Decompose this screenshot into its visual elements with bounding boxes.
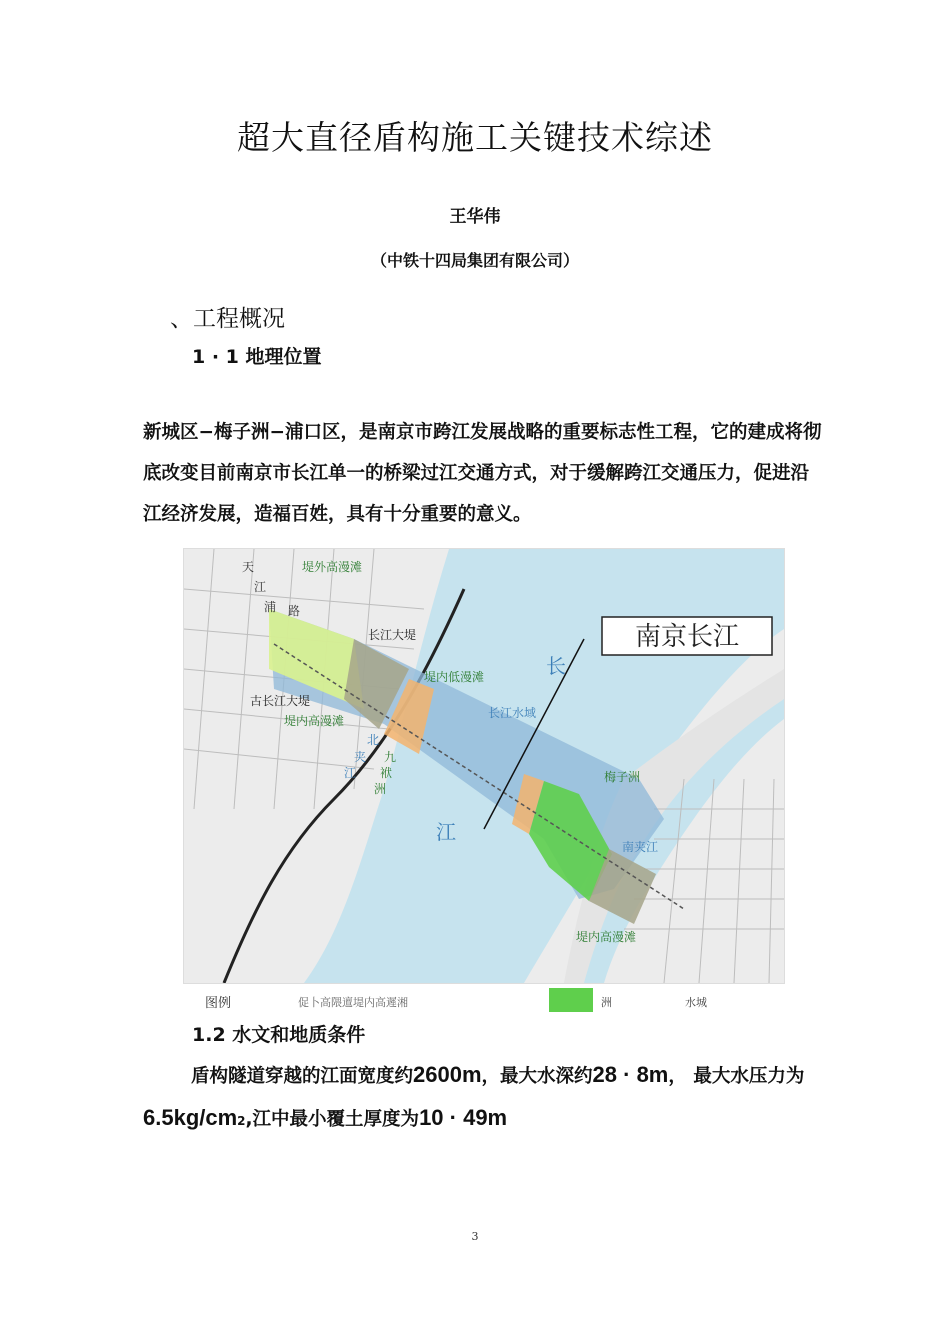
paragraph-hydrology bbox=[143, 1054, 823, 1142]
max-depth-value: 28 · 8m bbox=[592, 1062, 669, 1087]
map-label-chang: 长 bbox=[546, 654, 566, 678]
pressure-unit-subscript: 2 bbox=[237, 1114, 246, 1128]
map-label-dike-inner-high-right: 堤内高漫滩 bbox=[576, 930, 637, 944]
legend-swatch-green bbox=[549, 988, 593, 1012]
map-legend bbox=[183, 986, 783, 1014]
page-number: 3 bbox=[471, 1230, 479, 1243]
map-label-jiang-small: 江 bbox=[344, 766, 357, 780]
author-affiliation: （中铁十四局集团有限公司） bbox=[370, 251, 579, 270]
map-label-tian: 天 bbox=[242, 560, 255, 574]
map-label-dike-inner-low: 堤内低漫滩 bbox=[424, 670, 485, 684]
map-label-pu: 浦 bbox=[264, 600, 277, 614]
para2-text-d: ,江中最小覆土厚度为 bbox=[245, 1109, 420, 1130]
map-label-jiu: 九 bbox=[384, 750, 397, 764]
document-title: 超大直径盾构施工关键技术综述 bbox=[237, 118, 713, 157]
map-svg bbox=[184, 549, 784, 983]
map-label-jiang-v: 江 bbox=[254, 580, 267, 594]
legend-item-2: 洲 bbox=[601, 996, 612, 1009]
legend-title: 图例 bbox=[205, 996, 232, 1011]
map-label-jia: 夹 bbox=[354, 750, 367, 764]
map-label-dike-inner-high-left: 堤内高漫滩 bbox=[284, 714, 345, 728]
map-label-jiang-big: 江 bbox=[436, 820, 456, 844]
min-cover-value: 10 · 49m bbox=[419, 1105, 508, 1130]
map-label-dike-outer-high: 堤外高漫滩 bbox=[302, 560, 363, 574]
map-callout-label: 南京长江 bbox=[634, 622, 740, 652]
river-width-value: 2600m bbox=[413, 1062, 482, 1087]
subsection-heading-1-2: 1.2 水文和地质条件 bbox=[192, 1024, 366, 1046]
para2-text-a: 盾构隧道穿越的江面宽度约 bbox=[191, 1066, 414, 1087]
legend-item-1: 促卜高隈邅堤内高遲湘 bbox=[298, 996, 408, 1009]
map-label-qi: 袱 bbox=[380, 766, 393, 780]
map-label-old-changjiang-dike: 古长江大堤 bbox=[250, 694, 311, 708]
map-label-nanjiajiang: 南夹江 bbox=[622, 840, 659, 854]
max-pressure-value: 6.5kg/cm bbox=[143, 1105, 238, 1130]
para2-text-c: ， 最大水压力为 bbox=[668, 1066, 805, 1087]
map-label-lu: 路 bbox=[288, 604, 301, 618]
map-label-zhou: 洲 bbox=[374, 782, 387, 796]
map-label-water-area: 长江水域 bbox=[488, 706, 537, 720]
para2-text-b: ，最大水深约 bbox=[481, 1066, 593, 1087]
paragraph-location: 新城区−梅子洲−浦口区，是南京市跨江发展战略的重要标志性工程，它的建成将彻底改变目前南京市长江单一的桥梁过江交通方式，对于缓解跨江交通压力，促进沿江经济发展，造福百姓，具有十分重要的意义。 bbox=[143, 422, 822, 525]
map-label-meizizhou: 梅子洲 bbox=[604, 770, 641, 784]
legend-item-3: 水城 bbox=[685, 996, 707, 1009]
subsection-heading-1-1: 1 · 1 地理位置 bbox=[192, 346, 322, 368]
author-name: 王华伟 bbox=[449, 207, 501, 227]
map-figure bbox=[183, 548, 785, 984]
map-label-changjiang-dike: 长江大堤 bbox=[368, 628, 417, 642]
map-label-bei: 北 bbox=[367, 733, 380, 747]
section-heading-1: 、工程概况 bbox=[170, 306, 285, 332]
